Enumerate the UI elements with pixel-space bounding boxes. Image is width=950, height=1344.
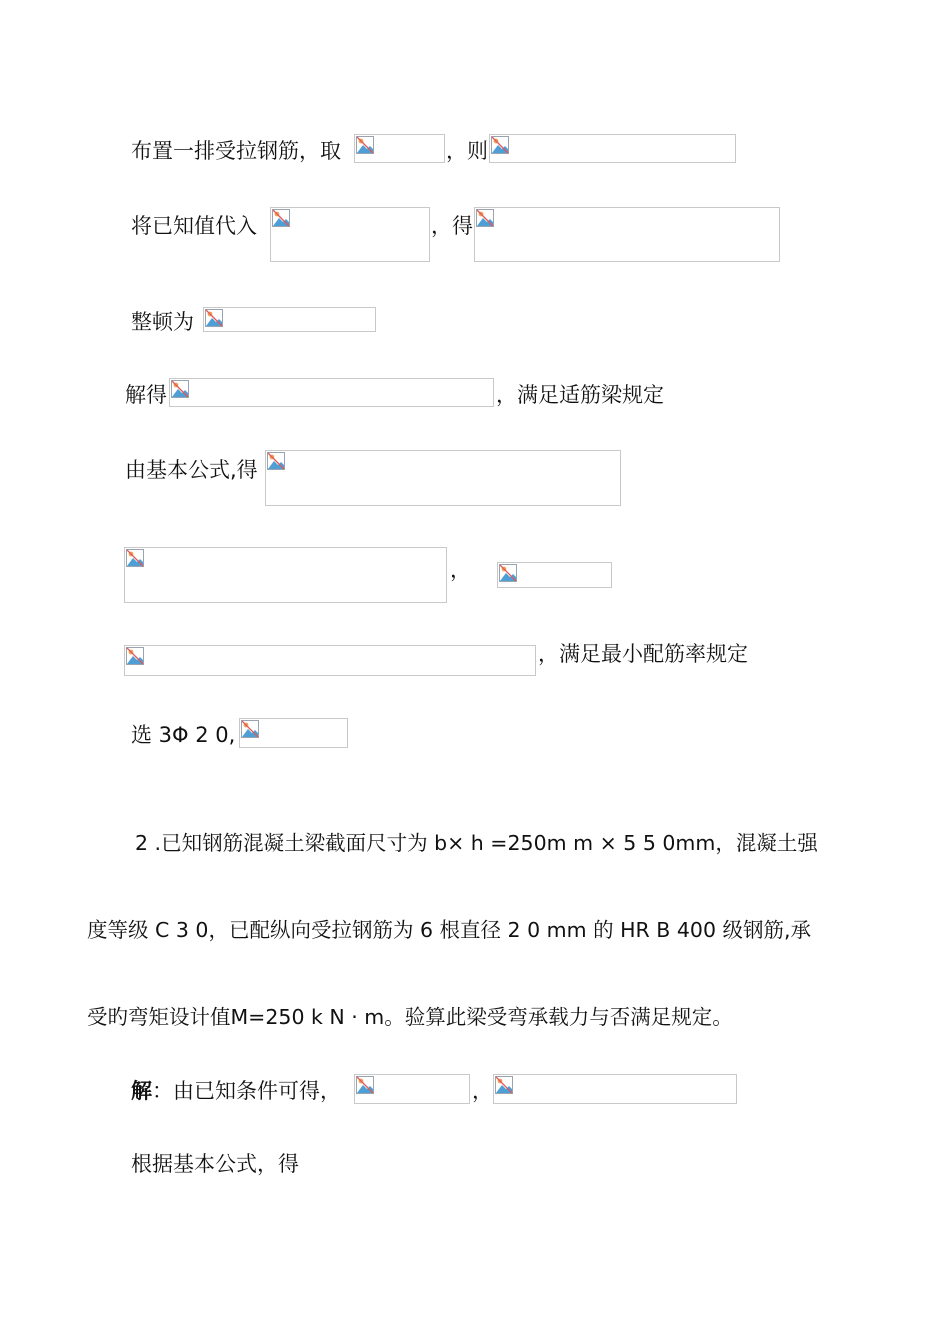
formula-image [354,1074,470,1104]
text-line: 解得 [125,383,167,407]
broken-image-icon [240,719,260,739]
problem-text: 受旳弯矩设计值M=250 k N · m。验算此梁受弯承载力与否满足规定。 [87,1005,733,1029]
formula-image [474,207,780,262]
problem-text: 2 .已知钢筋混凝土梁截面尺寸为 b× h =250m m × 5 5 0mm，混凝土强 [135,831,818,855]
text-line: ，则 [446,139,488,163]
text-line: 根据基本公式，得 [131,1152,299,1176]
text-line: ， [472,1079,493,1103]
broken-image-icon [204,308,224,328]
formula-image [354,134,445,163]
formula-image [124,645,536,676]
solution-line [131,1081,341,1102]
formula-image [203,307,376,332]
formula-image [493,1074,737,1104]
formula-image [124,547,447,603]
broken-image-icon [475,208,495,228]
text-line: 由基本公式,得 [125,458,258,482]
broken-image-icon [266,451,286,471]
text-line: 选 3Φ 2 0, [131,723,236,747]
text-line: ，满足适筋梁规定 [496,383,664,407]
solution-text: ：由已知条件可得， [152,1079,341,1103]
solution-label: 解 [131,1079,152,1103]
formula-image [489,134,736,163]
problem-text: 度等级 C 3 0，已配纵向受拉钢筋为 6 根直径 2 0 mm 的 HR B 400 级钢筋,承 [87,918,812,942]
broken-image-icon [355,1075,375,1095]
text-line: 整顿为 [131,310,194,334]
text-line: ，满足最小配筋率规定 [538,642,748,666]
broken-image-icon [125,646,145,666]
broken-image-icon [355,135,375,155]
broken-image-icon [498,563,518,583]
broken-image-icon [125,548,145,568]
formula-image [239,718,348,748]
text-line: 布置一排受拉钢筋，取 [131,139,341,163]
broken-image-icon [494,1075,514,1095]
text-line: 将已知值代入 [131,214,257,238]
formula-image [497,562,612,588]
broken-image-icon [490,135,510,155]
formula-image [270,207,430,262]
broken-image-icon [271,208,291,228]
text-line: ，得 [431,214,473,238]
text-line: ， [450,558,471,582]
broken-image-icon [170,379,190,399]
formula-image [265,450,621,506]
formula-image [169,378,494,407]
